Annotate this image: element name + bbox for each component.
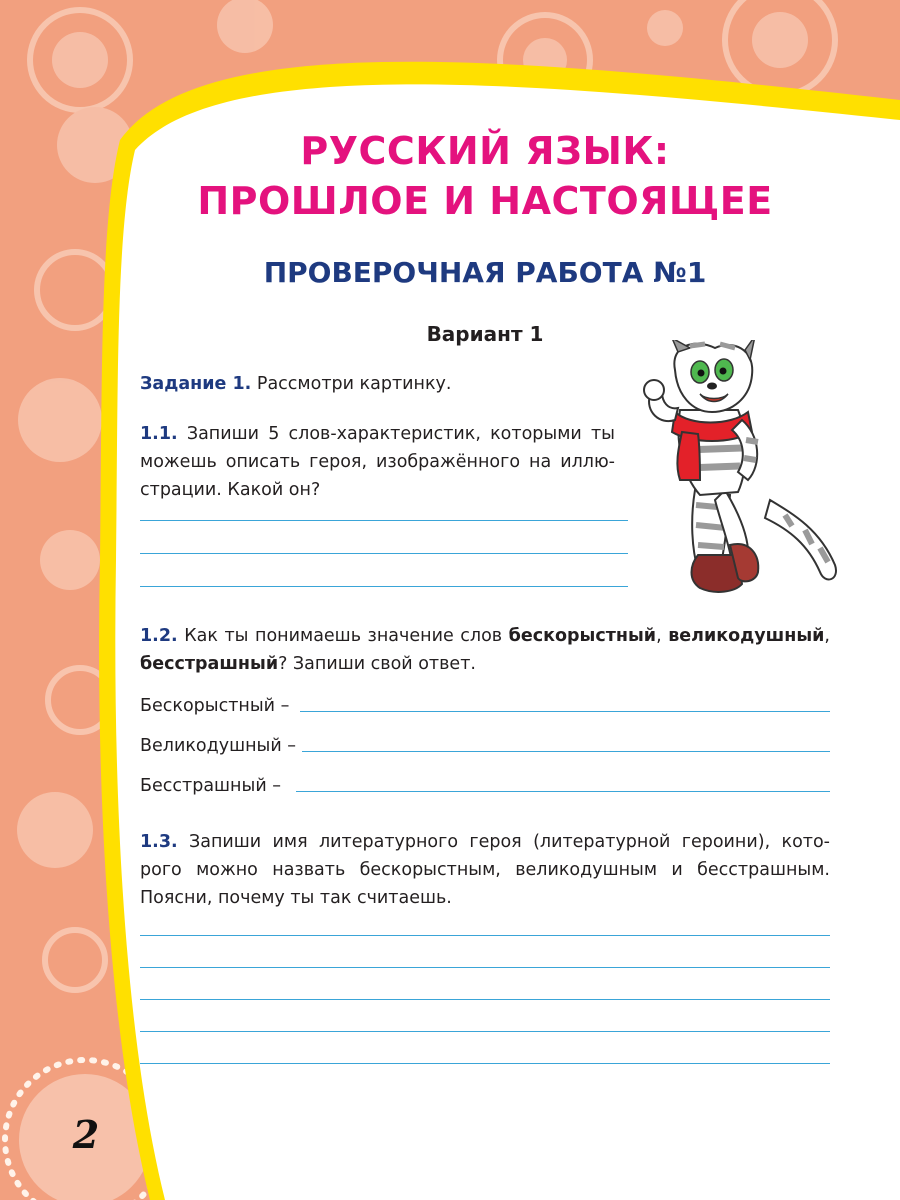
- question-1-1-text: Запиши 5 слов-характеристик, которыми ты можешь описать героя, изображённого на иллю-страции. Какой он?: [140, 424, 615, 500]
- subtitle: ПРОВЕРОЧНАЯ РАБОТА №1: [263, 256, 707, 289]
- answer-line[interactable]: [140, 1063, 830, 1064]
- question-1-3-text: Запиши имя литературного героя (литературной героини), кото-рого можно назвать бескорыстным, великодушным и бесстрашным. Поясни, почему ты так считаешь.: [140, 832, 830, 908]
- question-1-3-label: 1.3.: [140, 832, 178, 852]
- title-line-2: ПРОШЛОЕ И НАСТОЯЩЕЕ: [197, 179, 773, 223]
- answer-line[interactable]: [140, 553, 628, 554]
- task-1-label: Задание 1.: [140, 374, 252, 394]
- question-1-1: [140, 420, 615, 504]
- answer-line[interactable]: [296, 791, 830, 792]
- answer-line[interactable]: [140, 1031, 830, 1032]
- separator: ,: [824, 626, 830, 646]
- cartoon-cat-illustration: [620, 340, 850, 600]
- answer-line[interactable]: [140, 935, 830, 936]
- title-line-1: РУССКИЙ ЯЗЫК:: [300, 129, 670, 173]
- question-1-1-label: 1.1.: [140, 424, 178, 444]
- answer-line[interactable]: [302, 751, 830, 752]
- task-1: [140, 370, 620, 398]
- word-3: бесстрашный: [140, 654, 279, 674]
- variant-label: Вариант 1: [426, 322, 544, 346]
- definition-label-1: Бескорыстный –: [140, 696, 290, 716]
- question-1-2-text-a: Как ты понимаешь значение слов: [177, 626, 509, 646]
- answer-line[interactable]: [140, 520, 628, 521]
- separator: ,: [656, 626, 669, 646]
- question-1-2-text-b: ? Запиши свой ответ.: [278, 654, 476, 674]
- definition-label-3: Бесстрашный –: [140, 776, 281, 796]
- word-1: бескорыстный: [508, 626, 657, 646]
- answer-line[interactable]: [300, 711, 830, 712]
- definition-label-2: Великодушный –: [140, 736, 297, 756]
- question-1-2: [140, 622, 830, 678]
- task-1-text: Рассмотри картинку.: [251, 374, 452, 394]
- answer-line[interactable]: [140, 967, 830, 968]
- word-2: великодушный: [668, 626, 825, 646]
- question-1-2-label: 1.2.: [140, 626, 178, 646]
- question-1-3: [140, 828, 830, 912]
- page-number: 2: [72, 1112, 100, 1157]
- answer-line[interactable]: [140, 586, 628, 587]
- answer-line[interactable]: [140, 999, 830, 1000]
